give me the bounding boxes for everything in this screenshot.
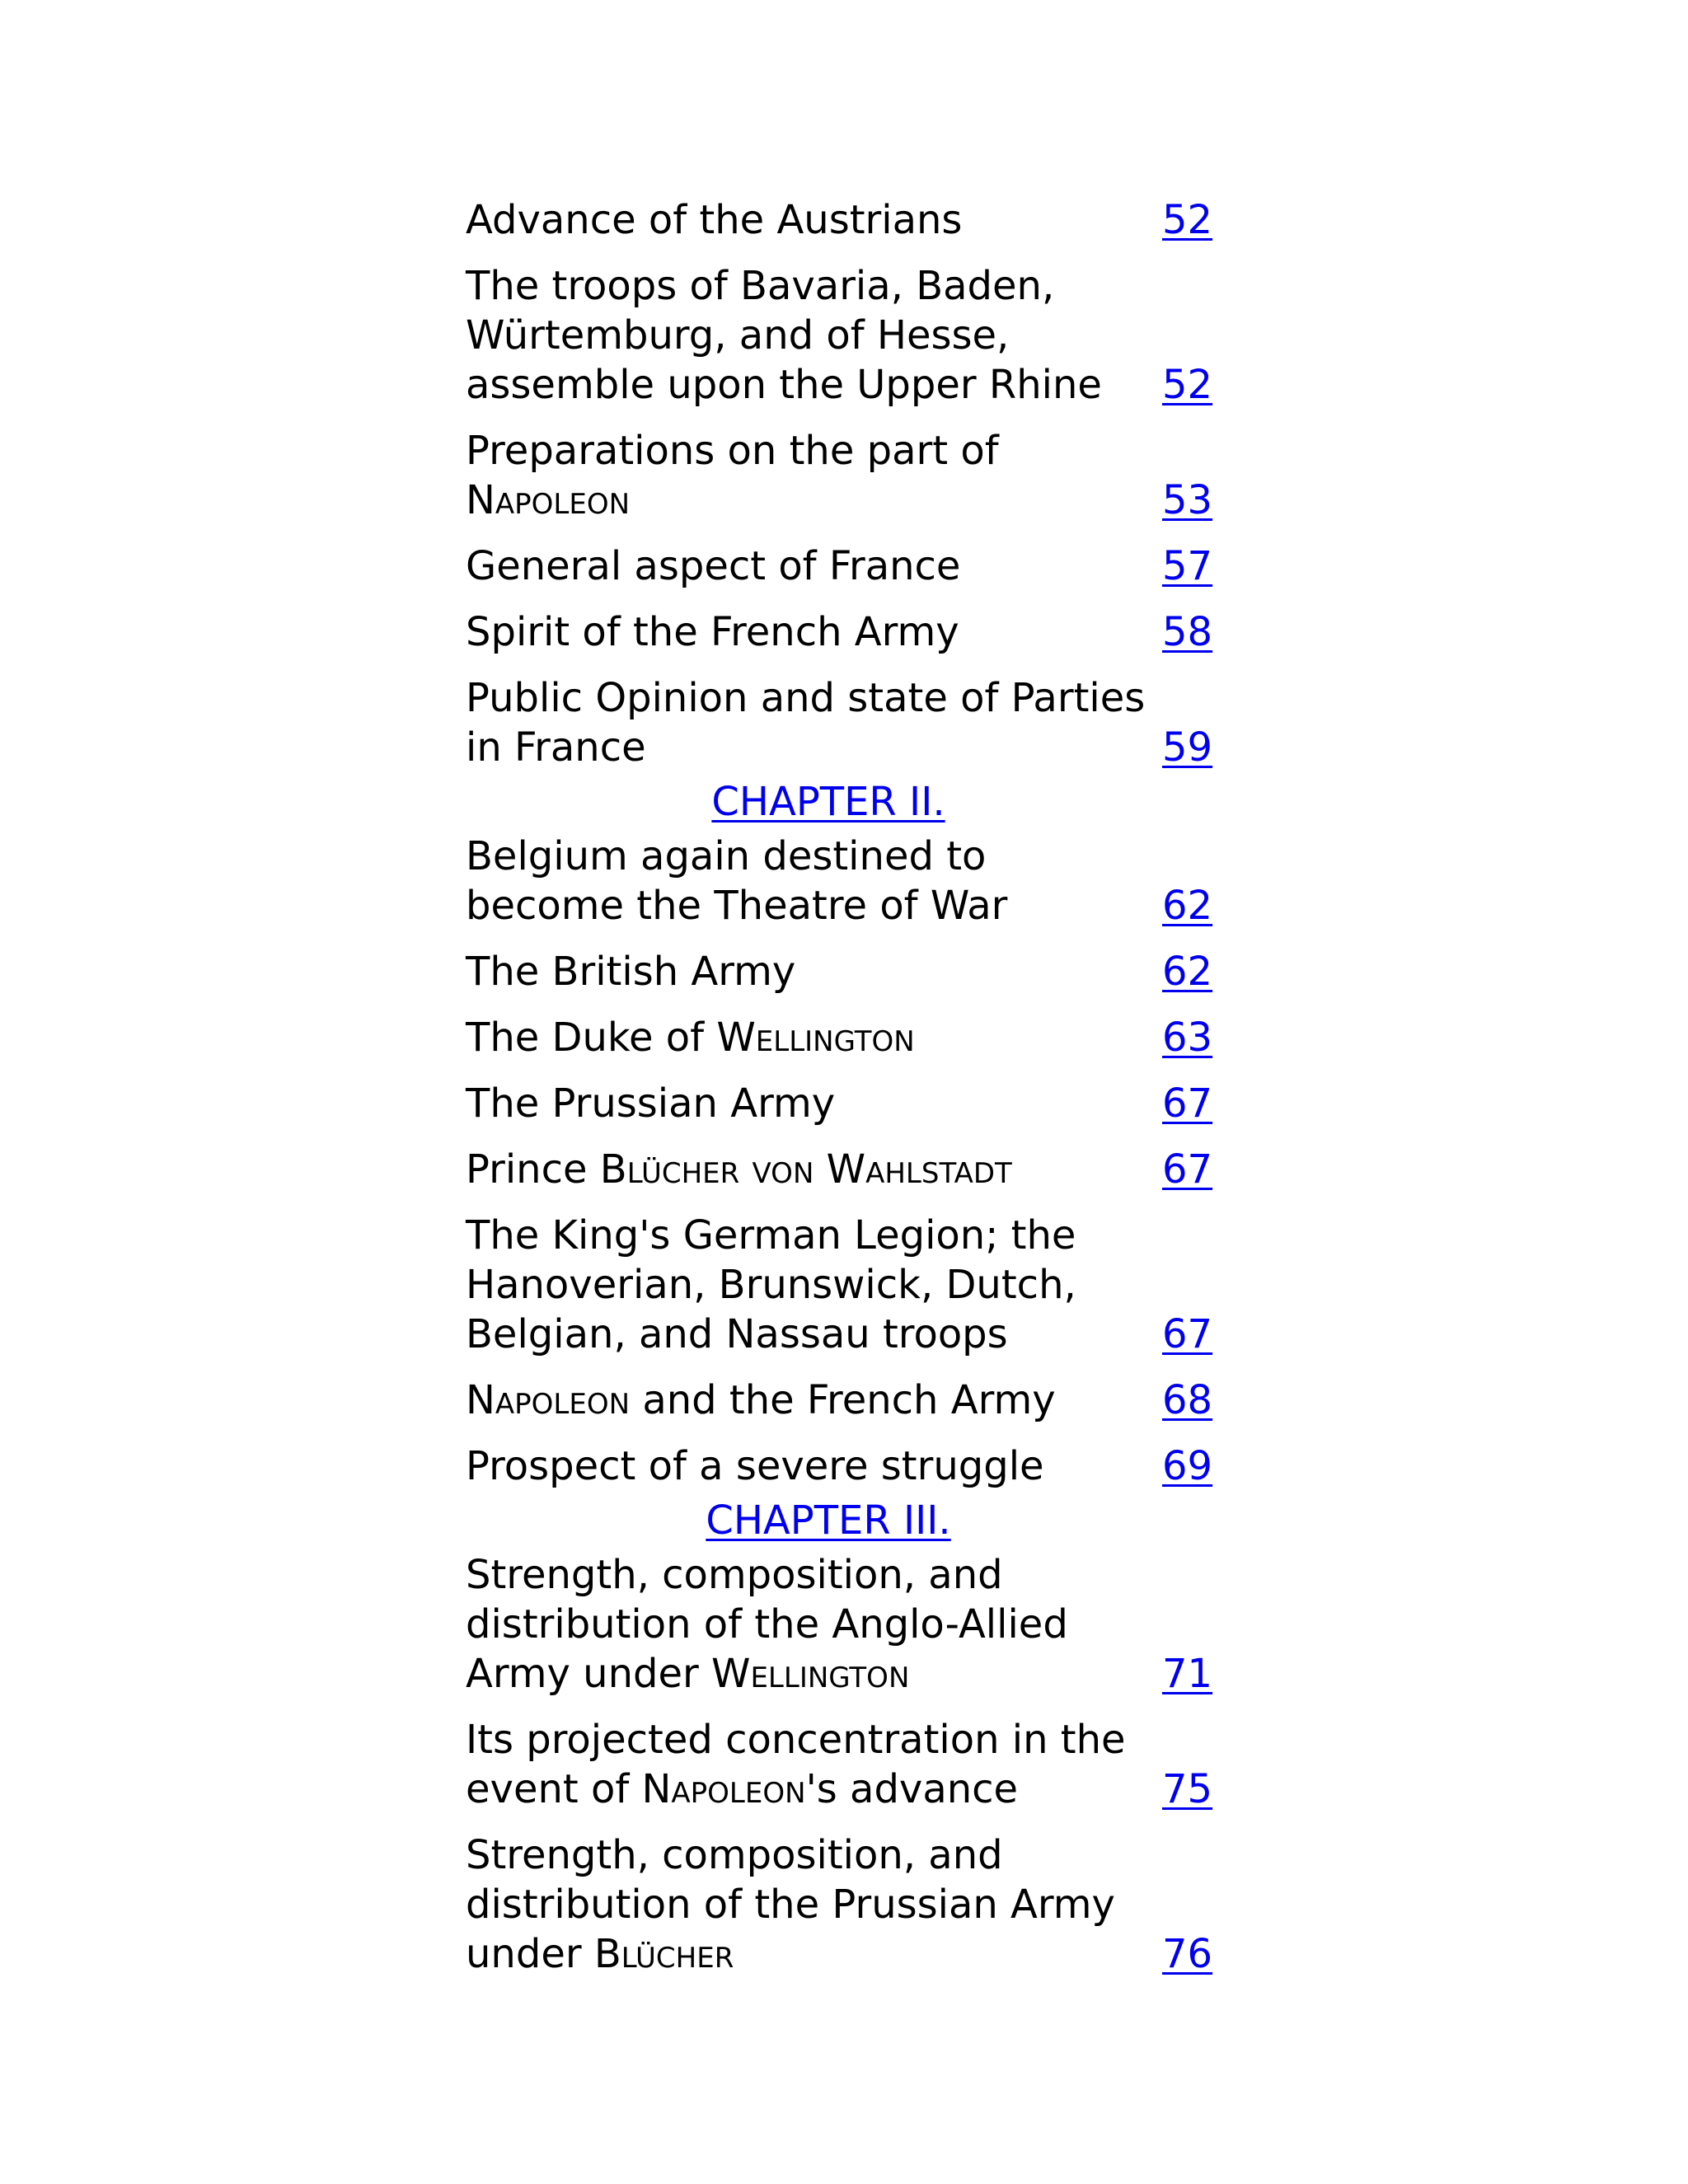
toc-entry <box>466 1830 1224 1979</box>
toc-entry-name-smallcaps: Napoleon <box>466 477 631 523</box>
toc-entry-text: Spirit of the French Army <box>466 609 959 655</box>
toc-entry-text: Prospect of a severe struggle <box>466 1443 1044 1489</box>
chapter-3-link[interactable]: CHAPTER III. <box>706 1497 951 1544</box>
toc-entry-text: Strength, composition, and distribution of the Prussian Army under <box>466 1832 1115 1977</box>
table-of-contents <box>466 195 1224 1995</box>
toc-entry-page <box>1162 1649 1224 1699</box>
page-number-link[interactable]: 67 <box>1162 1146 1213 1193</box>
toc-entry-name-smallcaps: Napoleon <box>466 1377 631 1423</box>
toc-entry-page <box>1162 1765 1224 1814</box>
toc-entry-text: Preparations on the part of <box>466 428 999 474</box>
toc-entry-page <box>1162 1376 1224 1425</box>
toc-entry-title <box>466 195 1162 245</box>
toc-entry-text: Its projected concentration in the event of <box>466 1717 1126 1812</box>
toc-entry-title <box>466 1376 1162 1425</box>
toc-entry <box>466 1550 1224 1699</box>
toc-entry <box>466 1145 1224 1194</box>
toc-entry-page <box>1162 607 1224 657</box>
toc-entry-text: Strength, composition, and distribution of the Anglo-Allied Army under <box>466 1552 1068 1697</box>
page-number-link[interactable]: 62 <box>1162 883 1213 929</box>
page-number-link[interactable]: 75 <box>1162 1766 1213 1812</box>
toc-entry-page <box>1162 881 1224 930</box>
page-number-link[interactable]: 76 <box>1162 1931 1213 1977</box>
toc-entry-text: The Prussian Army <box>466 1080 836 1127</box>
toc-entry-page <box>1162 1929 1224 1979</box>
toc-entry <box>466 426 1224 525</box>
toc-entry-text: The Duke of <box>466 1015 717 1061</box>
toc-entry <box>466 1441 1224 1491</box>
chapter-2-heading <box>466 777 1224 827</box>
page-number-link[interactable]: 57 <box>1162 543 1213 589</box>
page-number-link[interactable]: 58 <box>1162 609 1213 655</box>
page-number-link[interactable]: 52 <box>1162 197 1213 243</box>
toc-entry <box>466 1211 1224 1359</box>
toc-entry <box>466 195 1224 245</box>
toc-entry <box>466 1013 1224 1062</box>
toc-entry-text: Belgium again destined to become the Theatre of War <box>466 833 1008 929</box>
page-number-link[interactable]: 67 <box>1162 1080 1213 1127</box>
toc-entry <box>466 947 1224 996</box>
toc-entry-title <box>466 541 1162 591</box>
page-number-link[interactable]: 63 <box>1162 1015 1213 1061</box>
toc-entry-page <box>1162 947 1224 996</box>
toc-entry-title <box>466 261 1162 410</box>
toc-entry-text: Advance of the Austrians <box>466 197 963 243</box>
toc-entry-text: The troops of Bavaria, Baden, Würtemburg, and of Hesse, assemble upon the Upper Rhine <box>466 263 1102 408</box>
toc-entry-page <box>1162 541 1224 591</box>
page-number-link[interactable]: 62 <box>1162 949 1213 995</box>
toc-group-chapter-1 <box>466 195 1224 772</box>
toc-entry-title <box>466 673 1162 772</box>
toc-entry-text: 's advance <box>805 1766 1019 1812</box>
toc-entry-title <box>466 426 1162 525</box>
page-number-link[interactable]: 69 <box>1162 1443 1213 1489</box>
toc-entry-title <box>466 1441 1162 1491</box>
page-number-link[interactable]: 71 <box>1162 1651 1213 1697</box>
toc-group-chapter-3 <box>466 1550 1224 1979</box>
toc-entry <box>466 673 1224 772</box>
toc-entry-page <box>1162 1310 1224 1359</box>
toc-entry <box>466 1715 1224 1814</box>
toc-entry-title <box>466 1830 1162 1979</box>
toc-entry <box>466 1376 1224 1425</box>
toc-group-chapter-2 <box>466 832 1224 1491</box>
toc-entry-text: and the French Army <box>630 1377 1056 1423</box>
toc-entry-text: General aspect of France <box>466 543 961 589</box>
page-number-link[interactable]: 68 <box>1162 1377 1213 1423</box>
toc-entry-title <box>466 1550 1162 1699</box>
toc-entry-text: Public Opinion and state of Parties in France <box>466 675 1146 771</box>
toc-entry-page <box>1162 1441 1224 1491</box>
toc-entry-name-smallcaps: Blücher von Wahlstadt <box>599 1146 1012 1193</box>
toc-entry-name-smallcaps: Blücher <box>593 1931 734 1977</box>
toc-entry <box>466 261 1224 410</box>
toc-entry-title <box>466 607 1162 657</box>
toc-entry-page <box>1162 476 1224 525</box>
toc-entry-page <box>1162 1079 1224 1128</box>
toc-entry <box>466 1079 1224 1128</box>
toc-entry-page <box>1162 195 1224 245</box>
toc-entry-title <box>466 1715 1162 1814</box>
toc-entry-name-smallcaps: Napoleon <box>641 1766 806 1812</box>
toc-entry-name-smallcaps: Wellington <box>710 1651 910 1697</box>
toc-entry-title <box>466 1211 1162 1359</box>
toc-entry <box>466 541 1224 591</box>
toc-entry-text: Prince <box>466 1146 600 1193</box>
toc-entry <box>466 832 1224 930</box>
toc-entry-page <box>1162 360 1224 410</box>
toc-entry-title <box>466 947 1162 996</box>
toc-entry-name-smallcaps: Wellington <box>716 1015 915 1061</box>
toc-entry-page <box>1162 1145 1224 1194</box>
chapter-3-heading <box>466 1496 1224 1545</box>
page-number-link[interactable]: 53 <box>1162 477 1213 523</box>
chapter-2-link[interactable]: CHAPTER II. <box>711 779 945 825</box>
toc-entry-page <box>1162 723 1224 772</box>
page-number-link[interactable]: 59 <box>1162 724 1213 771</box>
toc-entry-page <box>1162 1013 1224 1062</box>
toc-entry <box>466 607 1224 657</box>
toc-entry-title <box>466 1013 1162 1062</box>
page-number-link[interactable]: 67 <box>1162 1311 1213 1357</box>
toc-entry-title <box>466 1079 1162 1128</box>
page-number-link[interactable]: 52 <box>1162 362 1213 408</box>
toc-entry-title <box>466 832 1162 930</box>
toc-entry-text: The British Army <box>466 949 796 995</box>
toc-entry-title <box>466 1145 1162 1194</box>
toc-entry-text: The King's German Legion; the Hanoverian, Brunswick, Dutch, Belgian, and Nassau troops <box>466 1212 1076 1357</box>
